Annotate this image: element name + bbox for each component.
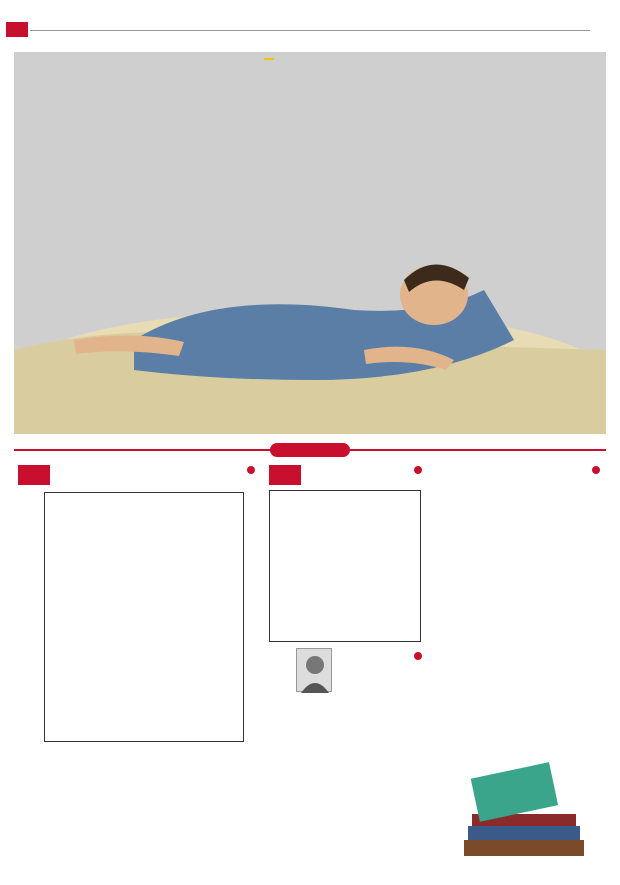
sudoku-number-badge <box>269 465 301 485</box>
section-band-label <box>270 443 350 457</box>
martyr-name <box>262 668 422 684</box>
crossword-number-badge <box>18 465 50 485</box>
header-rule <box>30 30 590 31</box>
newspaper-logo <box>546 12 610 42</box>
will-heading <box>338 652 422 668</box>
heading-dot-icon <box>247 466 255 474</box>
crossword-grid <box>44 492 244 742</box>
martyr-portrait <box>296 648 332 692</box>
heading-dot-icon <box>414 652 422 660</box>
masthead <box>0 0 620 44</box>
short-story-text <box>436 494 600 754</box>
sleeping-man-photo <box>14 230 606 434</box>
heading-dot-icon <box>592 466 600 474</box>
section-band <box>14 443 606 457</box>
heading-dot-icon <box>414 466 422 474</box>
crossword-heading <box>120 466 255 482</box>
crossword-row-numbers <box>246 492 256 742</box>
books-illustration <box>454 760 594 875</box>
down-clues <box>18 766 134 878</box>
feature-kicker <box>264 58 274 60</box>
sudoku-grid <box>269 490 421 642</box>
page-number <box>6 22 28 37</box>
across-clues <box>140 766 254 878</box>
sudoku-heading <box>340 466 422 482</box>
